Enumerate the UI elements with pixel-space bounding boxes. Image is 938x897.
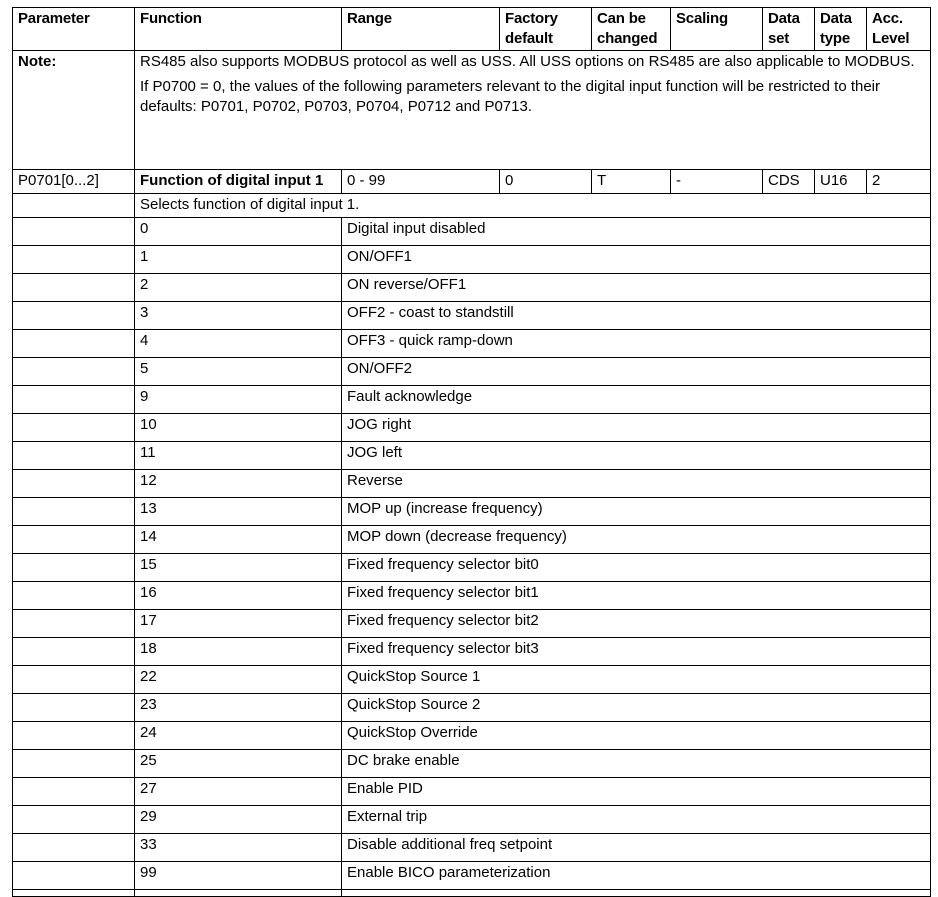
option-row xyxy=(13,806,931,834)
option-value: 12 xyxy=(135,470,342,498)
empty-cell xyxy=(13,834,135,862)
option-row xyxy=(13,750,931,778)
empty-cell xyxy=(13,414,135,442)
option-value: 11 xyxy=(135,442,342,470)
option-label: Enable BICO parameterization xyxy=(342,862,931,890)
option-row xyxy=(13,722,931,750)
parameter-acc-level: 2 xyxy=(867,170,931,194)
parameter-range: 0 - 99 xyxy=(342,170,500,194)
empty-cell xyxy=(13,526,135,554)
note-line-2: If P0700 = 0, the values of the following parameters relevant to the digital input function will be restricted to their defaults: P0701, P0702, P0703, P0704, P0712 and P0713. xyxy=(140,78,881,115)
option-row xyxy=(13,386,931,414)
parameter-function: Function of digital input 1 xyxy=(135,170,342,194)
header-scaling: Scaling xyxy=(671,8,763,51)
option-row xyxy=(13,582,931,610)
option-label: Fixed frequency selector bit2 xyxy=(342,610,931,638)
option-label: Fixed frequency selector bit1 xyxy=(342,582,931,610)
empty-cell xyxy=(13,610,135,638)
empty-cell xyxy=(13,330,135,358)
option-row xyxy=(13,414,931,442)
option-value: 10 xyxy=(135,414,342,442)
empty-cell xyxy=(13,246,135,274)
option-value: 15 xyxy=(135,554,342,582)
empty-cell xyxy=(13,778,135,806)
table-continuation xyxy=(13,890,931,897)
empty-cell xyxy=(13,194,135,218)
empty-cell xyxy=(13,582,135,610)
header-data-type: Data type xyxy=(815,8,867,51)
option-label: Fault acknowledge xyxy=(342,386,931,414)
note-line-1: RS485 also supports MODBUS protocol as well as USS. All USS options on RS485 are also applicable to MODBUS. xyxy=(140,53,915,70)
empty-cell xyxy=(13,470,135,498)
header-can-be-changed: Can be changed xyxy=(592,8,671,51)
description-row xyxy=(13,194,931,218)
option-value: 17 xyxy=(135,610,342,638)
option-label: Digital input disabled xyxy=(342,218,931,246)
empty-cell xyxy=(13,862,135,890)
option-row xyxy=(13,610,931,638)
option-label: MOP down (decrease frequency) xyxy=(342,526,931,554)
option-label: ON/OFF1 xyxy=(342,246,931,274)
empty-cell xyxy=(13,498,135,526)
option-row xyxy=(13,834,931,862)
option-value: 2 xyxy=(135,274,342,302)
option-label: QuickStop Source 1 xyxy=(342,666,931,694)
option-value: 4 xyxy=(135,330,342,358)
empty-cell xyxy=(13,722,135,750)
option-value: 33 xyxy=(135,834,342,862)
option-row xyxy=(13,778,931,806)
empty-cell xyxy=(13,442,135,470)
option-value: 24 xyxy=(135,722,342,750)
option-value: 14 xyxy=(135,526,342,554)
option-value: 9 xyxy=(135,386,342,414)
option-label: OFF3 - quick ramp-down xyxy=(342,330,931,358)
header-parameter: Parameter xyxy=(13,8,135,51)
empty-cell xyxy=(13,302,135,330)
option-label: Fixed frequency selector bit0 xyxy=(342,554,931,582)
note-text xyxy=(135,51,931,170)
note-row xyxy=(13,51,931,170)
option-row xyxy=(13,274,931,302)
option-label: DC brake enable xyxy=(342,750,931,778)
option-label: OFF2 - coast to standstill xyxy=(342,302,931,330)
option-row xyxy=(13,498,931,526)
option-row xyxy=(13,554,931,582)
empty-cell xyxy=(13,890,135,897)
empty-cell xyxy=(13,218,135,246)
empty-cell xyxy=(13,694,135,722)
parameter-id: P0701[0...2] xyxy=(13,170,135,194)
header-acc-level: Acc. Level xyxy=(867,8,931,51)
parameter-data-set: CDS xyxy=(763,170,815,194)
option-label: Fixed frequency selector bit3 xyxy=(342,638,931,666)
option-value: 5 xyxy=(135,358,342,386)
option-label: Reverse xyxy=(342,470,931,498)
parameter-table xyxy=(12,7,931,897)
header-data-set: Data set xyxy=(763,8,815,51)
option-value: 18 xyxy=(135,638,342,666)
note-label: Note: xyxy=(13,51,135,170)
option-row xyxy=(13,694,931,722)
option-value: 25 xyxy=(135,750,342,778)
parameter-data-type: U16 xyxy=(815,170,867,194)
parameter-description: Selects function of digital input 1. xyxy=(135,194,931,218)
option-label: Disable additional freq setpoint xyxy=(342,834,931,862)
empty-cell xyxy=(13,358,135,386)
option-row xyxy=(13,218,931,246)
option-row xyxy=(13,442,931,470)
empty-cell xyxy=(342,890,931,897)
option-value: 16 xyxy=(135,582,342,610)
option-value: 1 xyxy=(135,246,342,274)
empty-cell xyxy=(135,890,342,897)
option-row xyxy=(13,666,931,694)
header-range: Range xyxy=(342,8,500,51)
option-value: 99 xyxy=(135,862,342,890)
empty-cell xyxy=(13,274,135,302)
option-label: ON reverse/OFF1 xyxy=(342,274,931,302)
option-value: 3 xyxy=(135,302,342,330)
option-label: JOG left xyxy=(342,442,931,470)
option-value: 22 xyxy=(135,666,342,694)
parameter-scaling: - xyxy=(671,170,763,194)
option-label: External trip xyxy=(342,806,931,834)
header-row xyxy=(13,8,931,51)
option-label: JOG right xyxy=(342,414,931,442)
parameter-row xyxy=(13,170,931,194)
empty-cell xyxy=(13,750,135,778)
option-label: QuickStop Source 2 xyxy=(342,694,931,722)
option-row xyxy=(13,470,931,498)
option-row xyxy=(13,638,931,666)
option-value: 13 xyxy=(135,498,342,526)
empty-cell xyxy=(13,554,135,582)
option-label: QuickStop Override xyxy=(342,722,931,750)
empty-cell xyxy=(13,806,135,834)
option-value: 27 xyxy=(135,778,342,806)
option-label: Enable PID xyxy=(342,778,931,806)
option-row xyxy=(13,302,931,330)
option-value: 23 xyxy=(135,694,342,722)
option-value: 0 xyxy=(135,218,342,246)
option-label: MOP up (increase frequency) xyxy=(342,498,931,526)
option-row xyxy=(13,862,931,890)
header-function: Function xyxy=(135,8,342,51)
option-row xyxy=(13,246,931,274)
option-row xyxy=(13,526,931,554)
empty-cell xyxy=(13,386,135,414)
option-label: ON/OFF2 xyxy=(342,358,931,386)
parameter-can-be-changed: T xyxy=(592,170,671,194)
empty-cell xyxy=(13,666,135,694)
option-row xyxy=(13,330,931,358)
parameter-factory-default: 0 xyxy=(500,170,592,194)
option-row xyxy=(13,358,931,386)
header-factory-default: Factory default xyxy=(500,8,592,51)
empty-cell xyxy=(13,638,135,666)
option-value: 29 xyxy=(135,806,342,834)
